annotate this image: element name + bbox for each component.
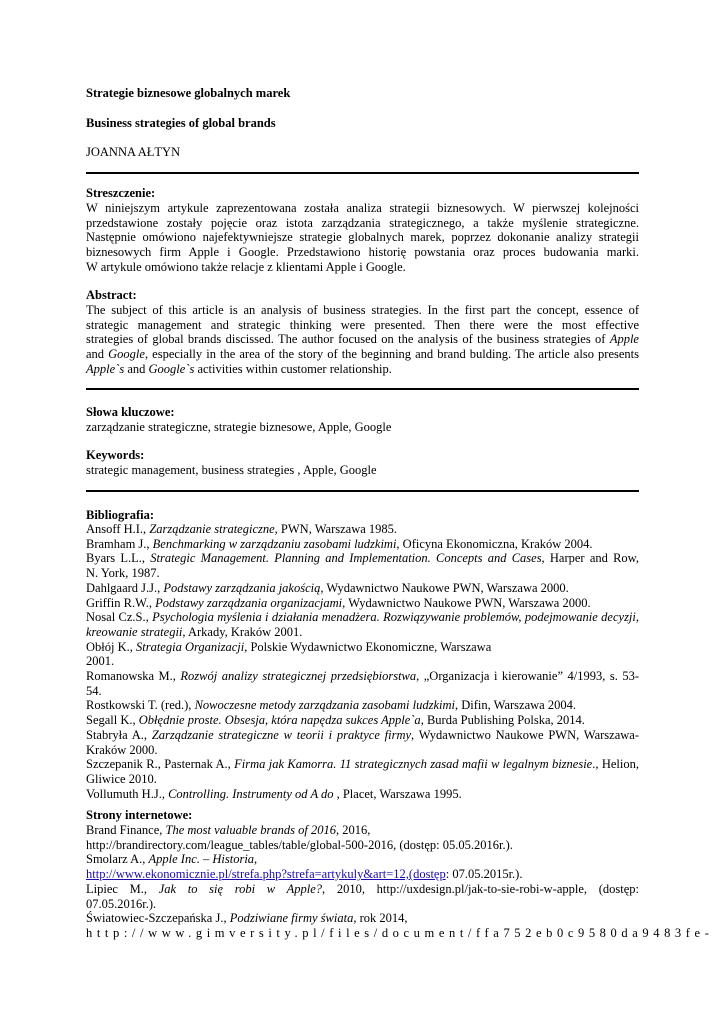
title-english: Business strategies of global brands xyxy=(86,116,276,130)
slowa-kluczowe-text: zarządzanie strategiczne, strategie biznesowe, Apple, Google xyxy=(86,420,392,434)
bibliography-entry-cont: 54. xyxy=(86,683,102,698)
ekonomicznie-link[interactable]: http://www.ekonomicznie.pl/strefa.php?strefa=artykuly&art=12,(dostęp xyxy=(86,867,446,882)
streszczenie-heading: Streszczenie: xyxy=(86,186,156,200)
bibliography-entry-cont: 2001. xyxy=(86,654,115,669)
bibliography-entry: Szczepanik R., Pasternak A., Firma jak Kamorra. 11 strategicznych zasad mafii w legalnym biznesie., Helion, xyxy=(86,757,639,772)
keywords-text: strategic management, business strategies , Apple, Google xyxy=(86,463,377,477)
strony-heading: Strony internetowe: xyxy=(86,808,193,822)
bibliography-entry-cont: Gliwice 2010. xyxy=(86,771,157,786)
streszczenie-line: przedstawione zostały pojęcie oraz istota zarządzania strategicznego, a także myślenie strategiczne. xyxy=(86,215,639,230)
abstract-line: strategies of global brands discissed. The author focused on the analysis of the business strategies of Apple xyxy=(86,332,639,347)
abstract-line: and Google, especially in the area of the story of the beginning and brand bulding. The article also presents xyxy=(86,347,639,362)
abstract-line: Apple`s and Google`s activities within customer relationship. xyxy=(86,361,392,376)
abstract-line: The subject of this article is an analysis of business strategies. In the first part the concept, essence of xyxy=(86,303,639,317)
bibliography-entry: Ansoff H.I., Zarządzanie strategiczne, PWN, Warszawa 1985. xyxy=(86,522,398,536)
streszczenie-line: biznesowych firm Apple i Google. Przedstawiono historię powstania oraz proces budowania marki. xyxy=(86,245,639,260)
bibliography-entry-cont: N. York, 1987. xyxy=(86,566,160,581)
bibliography-entry-cont: Kraków 2000. xyxy=(86,742,158,757)
keywords-heading: Keywords: xyxy=(86,448,145,462)
streszczenie-line: Następnie omówiono najefektywniejsze strategie globalnych marek, poprzez dokonanie analizy strategii xyxy=(86,230,639,245)
divider xyxy=(86,388,639,390)
web-source-url: http://brandirectory.com/league_tables/table/global-500-2016, (dostęp: 05.05.2016r.). xyxy=(86,837,513,852)
bibliography-entry: Segall K., Obłędnie proste. Obsesja, która napędza sukces Apple`a, Burda Publishing Polska, 2014. xyxy=(86,713,585,728)
streszczenie-body xyxy=(86,201,639,275)
bibliography-entry: Nosal Cz.S., Psychologia myślenia i działania menadżera. Rozwiązywanie problemów, podejmowanie decyzji, xyxy=(86,610,640,625)
web-source-entry: Lipiec M., Jak to się robi w Apple?, 2010, http://uxdesign.pl/jak-to-sie-robi-w-apple, (dostęp: xyxy=(86,881,639,896)
bibliography-entry: Vollumuth H.J., Controlling. Instrumenty od A do , Placet, Warszawa 1995. xyxy=(86,786,462,801)
divider xyxy=(86,490,639,492)
title-polish: Strategie biznesowe globalnych marek xyxy=(86,86,291,100)
bibliografia-heading: Bibliografia: xyxy=(86,508,155,522)
abstract-heading: Abstract: xyxy=(86,288,137,302)
bibliography-entry: Byars L.L., Strategic Management. Planning and Implementation. Concepts and Cases, Harper and Row, xyxy=(86,551,640,566)
abstract-line: strategic management and strategic thinking were presented. Then there were the most effective xyxy=(86,317,639,332)
author-name: JOANNA AŁTYN xyxy=(86,145,181,159)
bibliography-entry: Romanowska M., Rozwój analizy strategicznej przedsiębiorstwa, „Organizacja i kierowanie” 4/1993, s. 53- xyxy=(86,669,639,684)
web-source-entry-cont: 07.05.2016r.). xyxy=(86,896,157,911)
bibliography-entry-cont: kreowanie strategii, Arkady, Kraków 2001. xyxy=(86,624,303,639)
web-source-entry: Brand Finance, The most valuable brands of 2016, 2016, xyxy=(86,823,371,837)
divider xyxy=(86,172,639,174)
bibliography-entry: Dahlgaard J.J., Podstawy zarządzania jakością, Wydawnictwo Naukowe PWN, Warszawa 2000. xyxy=(86,580,569,595)
abstract-body xyxy=(86,303,639,377)
streszczenie-line: W niniejszym artykule zaprezentowana została analiza strategii biznesowych. W pierwszej kolejności xyxy=(86,201,639,215)
streszczenie-line: W artykule omówiono także relacje z klientami Apple i Google. xyxy=(86,259,406,274)
strony-list xyxy=(86,823,714,941)
bibliography-entry: Obłój K., Strategia Organizacji, Polskie Wydawnictwo Ekonomiczne, Warszawa xyxy=(86,639,492,654)
web-source-entry: Smolarz A., Apple Inc. – Historia, xyxy=(86,852,258,867)
web-source-url: http://www.ekonomicznie.pl/strefa.php?strefa=artykuly&art=12,(dostęp: 07.05.2015r.). xyxy=(86,867,523,882)
bibliography-entry: Griffin R.W., Podstawy zarządzania organizacjami, Wydawnictwo Naukowe PWN, Warszawa 2000. xyxy=(86,595,591,610)
bibliography-entry: Rostkowski T. (red.), Nowoczesne metody zarządzania zasobami ludzkimi, Difin, Warszawa 2004. xyxy=(86,698,576,713)
bibliografia-list xyxy=(86,522,639,801)
slowa-kluczowe-heading: Słowa kluczowe: xyxy=(86,405,175,419)
bibliography-entry: Stabryła A., Zarządzanie strategiczne w teorii i praktyce firmy, Wydawnictwo Naukowe PWN, Warszawa- xyxy=(86,727,640,742)
web-source-entry: Światowiec-Szczepańska J., Podziwiane firmy świata, rok 2014, xyxy=(86,911,408,926)
web-source-url: http://www.gimversity.pl/files/document/ffa752eb0c9580da9483fe- xyxy=(86,925,714,940)
bibliography-entry: Bramham J., Benchmarking w zarządzaniu zasobami ludzkimi, Oficyna Ekonomiczna, Kraków 2004. xyxy=(86,536,593,551)
